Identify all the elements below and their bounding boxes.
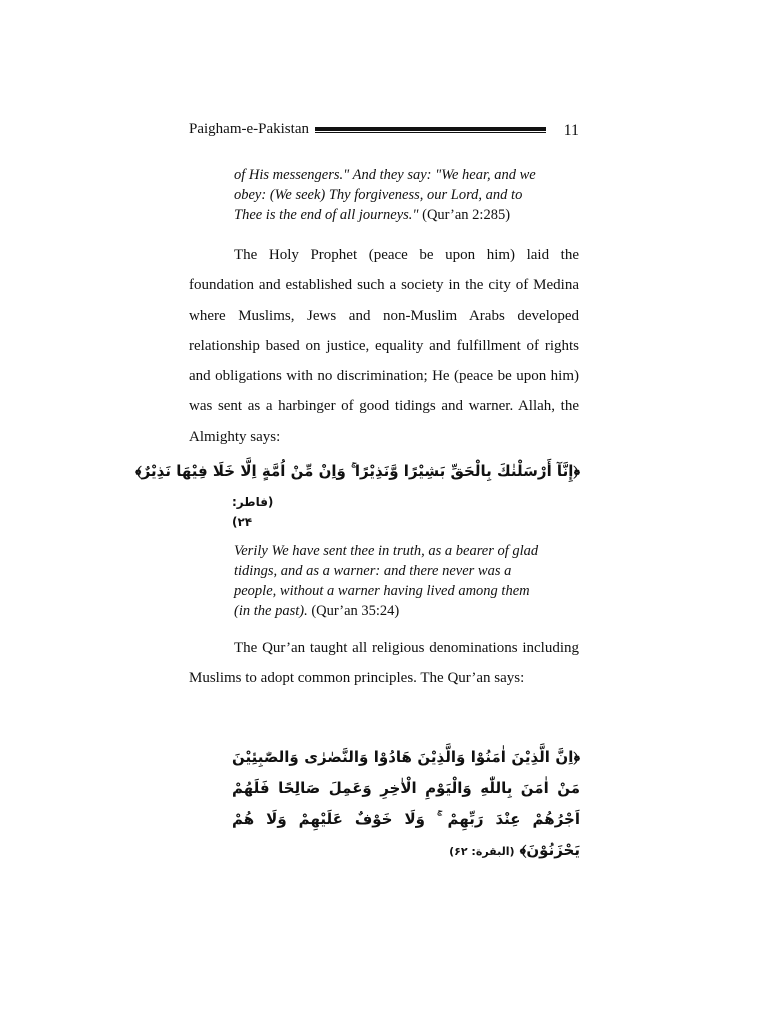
- quote-2-citation: (Qur’an 35:24): [311, 603, 400, 619]
- block-quote-1: [234, 165, 544, 225]
- arabic-verse-2-text: ﴿اِنَّ الَّذِيْنَ اٰمَنُوْا وَالَّذِيْنَ هَادُوْا وَالنَّصٰرٰى وَالصّٰبِئِيْنَ مَنْ اٰمَنَ بِاللّٰهِ وَالْيَوْمِ الْاٰخِرِ وَعَمِلَ صَالِحًا فَلَهُمْ اَجْرُهُمْ عِنْدَ رَبِّهِمْ ۚ وَلَا خَوْفٌ عَلَيْهِمْ وَلَا هُمْ يَحْزَنُوْنَ﴾: [232, 748, 580, 859]
- arabic-verse-2: [232, 742, 580, 867]
- paragraph-1: [189, 240, 579, 452]
- arabic-verse-2-reference: (البقرة: ۶۲): [449, 845, 515, 858]
- quote-1-citation: (Qur’an 2:285): [422, 207, 511, 223]
- page-number: 11: [563, 122, 579, 139]
- arabic-verse-1: ﴿إِنَّآ أَرْسَلْنٰكَ بِالْحَقِّ بَشِيْرًا وَّنَذِيْرًا ۚ وَاِنْ مِّنْ اُمَّةٍ اِلَّا خَلَا فِيْهَا نَذِيْرٌ﴾: [135, 462, 580, 480]
- paragraph-1-text: The Holy Prophet (peace be upon him) laid the foundation and established such a society in the city of Medina where Muslims, Jews and non-Muslim Arabs developed relationship based on justice, equality and fulfillment of rights and obligations with no discrimination; He (peace be upon him) was sent as a harbinger of good tidings and warner. Allah, the Almighty says:: [189, 247, 579, 445]
- paragraph-2: [189, 633, 579, 694]
- block-quote-2: [234, 541, 544, 621]
- quote-1-text: of His messengers." And they say: "We hear, and we obey: (We seek) Thy forgiveness, our Lord, and to Thee is the end of all journeys.": [234, 167, 536, 223]
- header-rule: [315, 127, 546, 133]
- header-title: Paigham-e-Pakistan: [189, 121, 309, 137]
- quote-2-text: Verily We have sent thee in truth, as a bearer of glad tidings, and as a warner: and there never was a people, without a warner having lived among them (in the past).: [234, 543, 539, 619]
- paragraph-2-text: The Qur’an taught all religious denominations including Muslims to adopt common principles. The Qur’an says:: [189, 640, 579, 687]
- running-header: [189, 117, 579, 141]
- arabic-verse-1-reference: (فاطر: ۲۴): [232, 495, 274, 529]
